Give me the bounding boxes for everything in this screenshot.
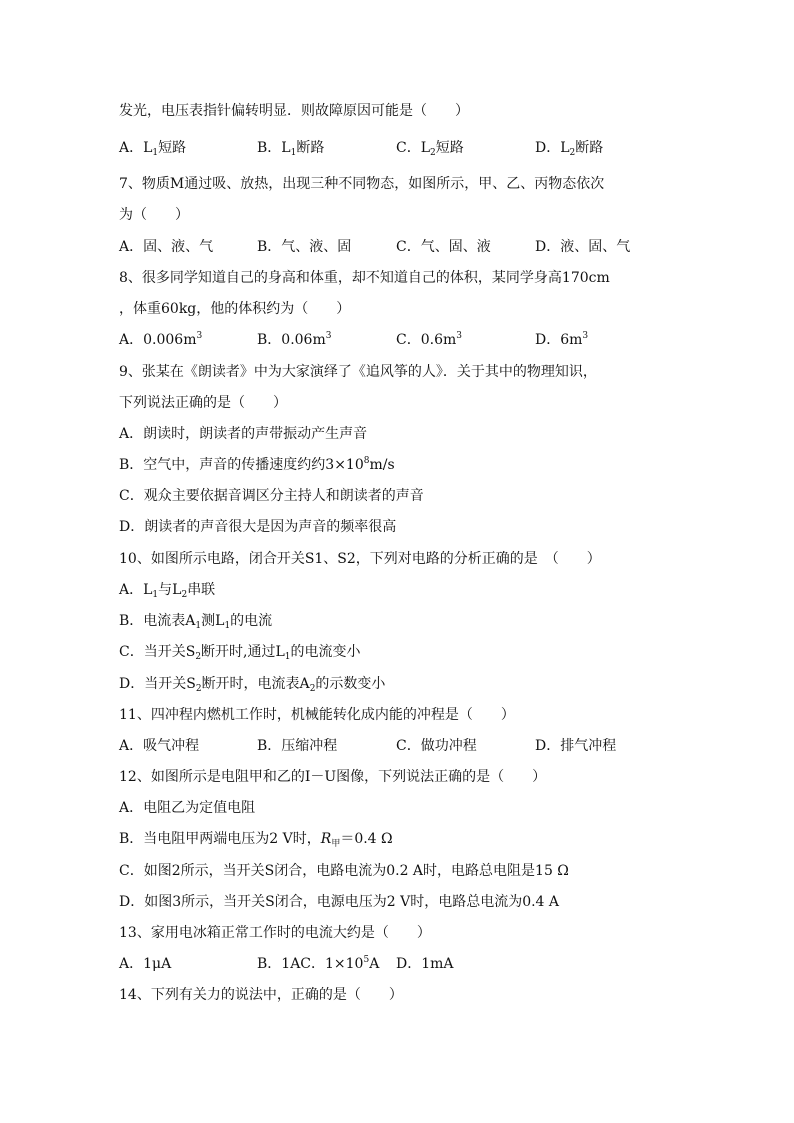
q7-option-b: B．气、液、固 xyxy=(257,239,352,255)
q9-stem: 9、张某在《朗读者》中为大家演绎了《追风筝的人》．关于其中的物理知识， xyxy=(119,364,597,380)
q10-option-c: C．当开关$S_2$断开时,通过$L_1$的电流变小 xyxy=(119,644,361,662)
q11-stem: 11、四冲程内燃机工作时，机械能转化成内能的冲程是（ ） xyxy=(119,707,515,723)
q9-stem-2: 下列说法正确的是（ ） xyxy=(119,395,287,411)
q8-stem-2: ，体重60kg，他的体积约为（ ） xyxy=(119,301,351,317)
q12-option-b: B．当电阻甲两端电压为2 V时，$R_甲=0.4$ Ω xyxy=(119,831,393,849)
q6-options xyxy=(119,138,679,158)
q11-option-a: A．吸气冲程 xyxy=(119,738,200,754)
q14-stem: 14、下列有关力的说法中，正确的是（ ） xyxy=(119,987,403,1003)
q13-option-a: A．1μA xyxy=(119,956,172,972)
q8-option-b: B．$0.06m^3$ xyxy=(257,331,332,348)
q9-option-d: D．朗读者的声音很大是因为声音的频率很高 xyxy=(119,519,397,535)
q10-option-a: A．$L_1$与$L_2$串联 xyxy=(119,582,216,600)
q6-option-b: B．$L_1$断路 xyxy=(257,140,325,158)
q10-option-b: B．电流表$A_1$测$L_1$的电流 xyxy=(119,613,273,631)
q8-option-d: D．$6m^3$ xyxy=(535,331,589,348)
q11-option-c: C．做功冲程 xyxy=(396,738,477,754)
q7-option-a: A．固、液、气 xyxy=(119,239,214,255)
q9-option-a: A．朗读时，朗读者的声带振动产生声音 xyxy=(119,426,368,442)
q9-option-c: C．观众主要依据音调区分主持人和朗读者的声音 xyxy=(119,488,424,504)
q7-stem: 7、物质M通过吸、放热，出现三种不同物态，如图所示，甲、乙、丙物态依次 xyxy=(119,176,605,192)
q8-option-a: A．$0.006m^3$ xyxy=(119,331,203,348)
q6-option-a: A．$L_1$短路 xyxy=(119,140,187,158)
q7-option-d: D．液、固、气 xyxy=(535,239,631,255)
q12-option-c: C．如图2所示，当开关S闭合，电路电流为0.2 A时，电路总电阻是15 Ω xyxy=(119,863,569,879)
q13-option-bc: B．1AC．$1\times 10^5A$ xyxy=(257,955,380,972)
q8-option-c: C．$0.6m^3$ xyxy=(396,331,462,348)
q12-option-a: A．电阻乙为定值电阻 xyxy=(119,800,256,816)
q11-option-d: D．排气冲程 xyxy=(535,738,617,754)
q13-stem: 13、家用电冰箱正常工作时的电流大约是（ ） xyxy=(119,925,431,941)
q6-stem-continuation: 发光，电压表指针偏转明显．则故障原因可能是（ ） xyxy=(119,103,469,119)
q6-option-c: C．$L_2$短路 xyxy=(396,140,464,158)
q8-stem: 8、很多同学知道自己的身高和体重，却不知道自己的体积，某同学身高170cm xyxy=(119,270,610,286)
q10-stem: 10、如图所示电路，闭合开关S1、S2，下列对电路的分析正确的是 （ ） xyxy=(119,551,601,567)
q6-option-d: D．$L_2$断路 xyxy=(535,140,604,158)
q13-options xyxy=(119,954,679,974)
q11-options xyxy=(119,736,679,756)
q12-stem: 12、如图所示是电阻甲和乙的I－U图像，下列说法正确的是（ ） xyxy=(119,769,547,785)
q7-stem-2: 为（ ） xyxy=(119,207,189,223)
q13-option-d: D．1mA xyxy=(396,956,454,972)
q8-options xyxy=(119,330,679,350)
q11-option-b: B．压缩冲程 xyxy=(257,738,338,754)
q10-option-d: D．当开关$S_2$断开时，电流表$A_2$的示数变小 xyxy=(119,676,386,694)
q9-option-b: B．空气中，声音的传播速度约约$3\times 10^8m/s$ xyxy=(119,456,395,473)
q7-option-c: C．气、固、液 xyxy=(396,239,491,255)
q7-options xyxy=(119,237,679,257)
q12-option-d: D．如图3所示，当开关S闭合，电源电压为2 V时，电路总电流为0.4 A xyxy=(119,894,560,910)
